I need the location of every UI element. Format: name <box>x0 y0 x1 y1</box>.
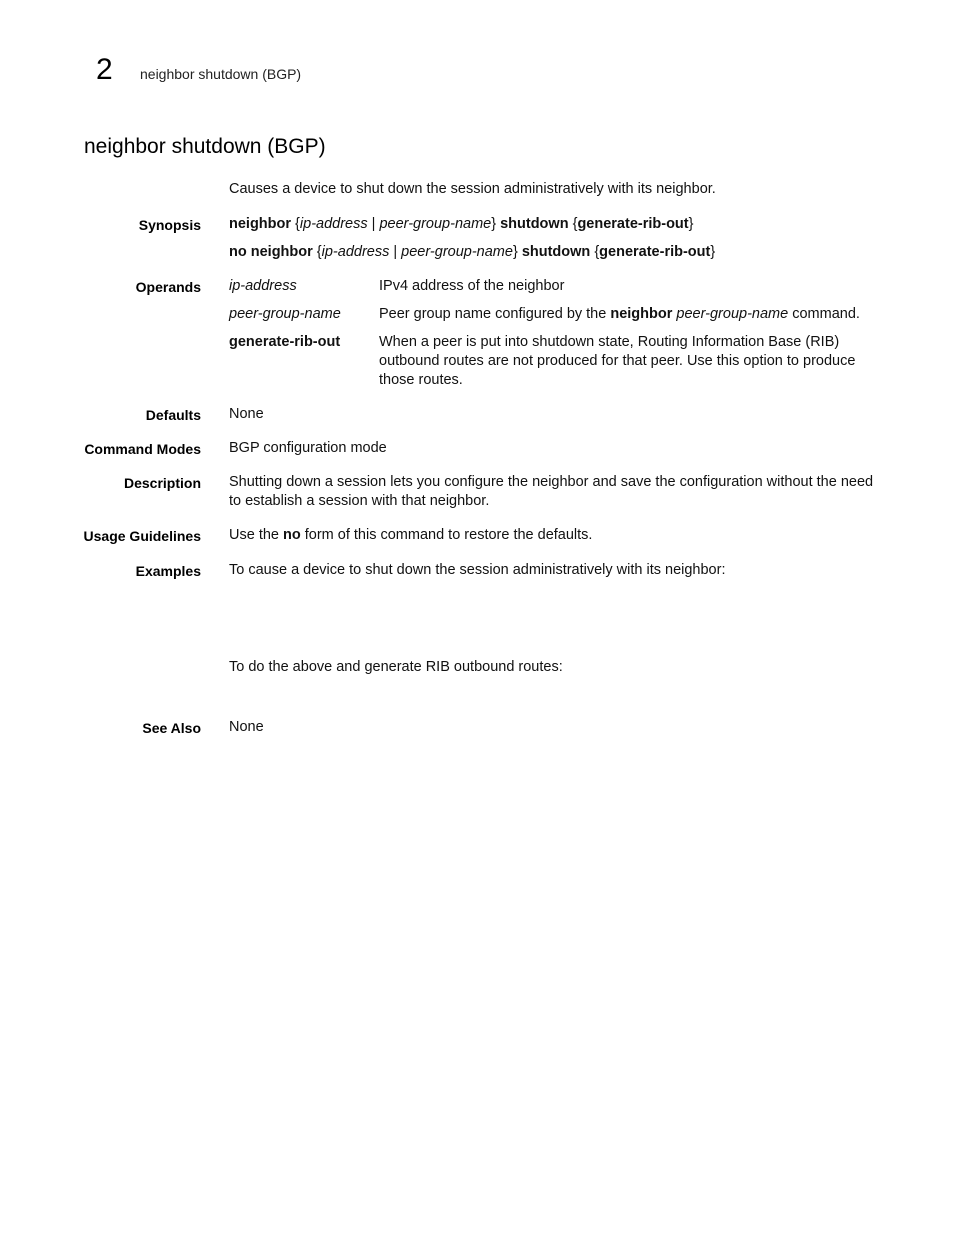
label-defaults: Defaults <box>145 407 201 423</box>
label-command-modes: Command Modes <box>84 441 201 457</box>
argument: peer-group-name <box>401 244 513 260</box>
keyword: neighbor <box>610 306 673 322</box>
keyword: generate-rib-out <box>577 216 689 232</box>
see-also-value: None <box>229 719 264 735</box>
synopsis-line-2 <box>229 243 879 262</box>
keyword: shutdown <box>521 244 591 260</box>
description-text: Shutting down a session lets you configure the neighbor and save the configuration without the need to establish a session with that neighbor. <box>229 474 874 509</box>
desc-text: command. <box>788 306 860 322</box>
command-modes-value: BGP configuration mode <box>229 440 387 456</box>
operand-description: IPv4 address of the neighbor <box>379 278 565 294</box>
separator: | <box>389 244 402 260</box>
example-1-text: To cause a device to shut down the session administratively with its neighbor: <box>229 562 726 578</box>
brace: } <box>688 216 694 232</box>
argument: peer-group-name <box>379 216 492 232</box>
keyword: neighbor <box>229 216 292 232</box>
synopsis-line-1 <box>229 215 879 234</box>
brace: } <box>710 244 716 260</box>
separator: | <box>367 216 380 232</box>
usage-text: form of this command to restore the defaults. <box>300 527 593 543</box>
keyword: no <box>283 527 301 543</box>
label-see-also: See Also <box>142 720 201 736</box>
usage-guidelines-text <box>229 526 879 545</box>
brace: { <box>590 244 600 260</box>
label-usage-guidelines: Usage Guidelines <box>83 528 201 544</box>
operand-name: generate-rib-out <box>229 334 341 350</box>
brace: { <box>568 216 578 232</box>
operand-name: ip-address <box>229 278 297 294</box>
brace: } <box>491 216 501 232</box>
brace: { <box>312 244 322 260</box>
chapter-number: 2 <box>96 53 113 86</box>
defaults-value: None <box>229 406 264 422</box>
argument: ip-address <box>321 244 390 260</box>
usage-text: Use the <box>229 527 283 543</box>
label-examples: Examples <box>135 563 201 579</box>
keyword: shutdown <box>500 216 569 232</box>
brace: { <box>291 216 300 232</box>
keyword: generate-rib-out <box>599 244 711 260</box>
intro-text: Causes a device to shut down the session administratively with its neighbor. <box>229 181 716 197</box>
operand-description <box>379 305 874 324</box>
argument: ip-address <box>299 216 368 232</box>
brace: } <box>512 244 522 260</box>
running-header: neighbor shutdown (BGP) <box>140 66 302 82</box>
keyword: no neighbor <box>229 244 313 260</box>
operand-description: When a peer is put into shutdown state, Routing Information Base (RIB) outbound routes are not produced for that peer. Use this option to produce those routes. <box>379 334 856 388</box>
example-2-text: To do the above and generate RIB outbound routes: <box>229 659 563 675</box>
label-description: Description <box>123 475 201 491</box>
label-operands: Operands <box>135 279 201 295</box>
argument: peer-group-name <box>676 306 789 322</box>
page-title: neighbor shutdown (BGP) <box>84 135 326 158</box>
desc-text: Peer group name configured by the <box>379 306 611 322</box>
label-synopsis: Synopsis <box>138 217 201 233</box>
operand-name: peer-group-name <box>229 306 341 322</box>
